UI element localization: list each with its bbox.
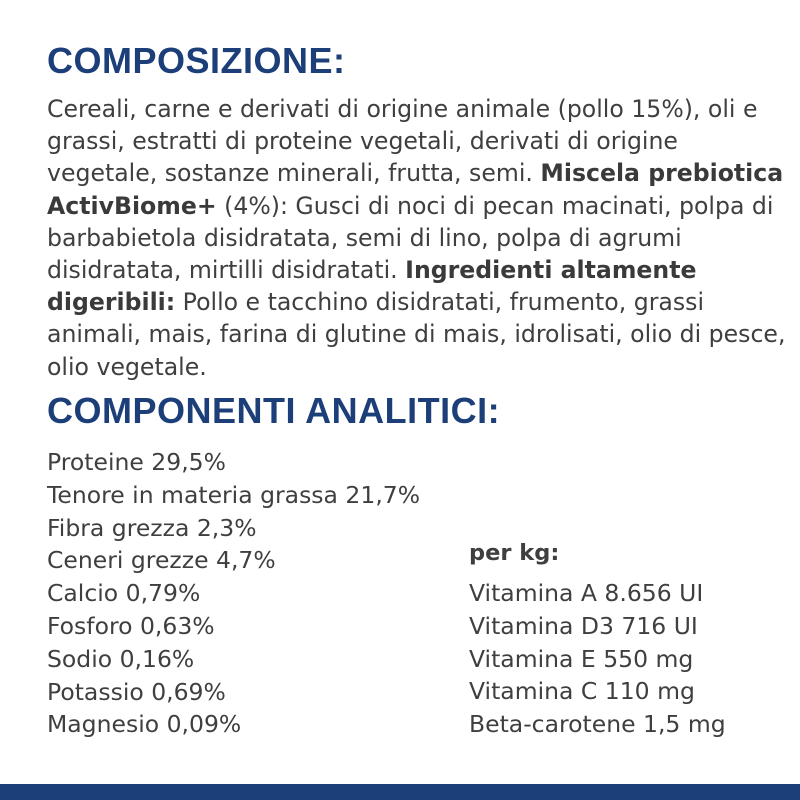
vitamin-item: Vitamina C 110 mg	[469, 677, 695, 706]
vitamin-item: Beta-carotene 1,5 mg	[469, 710, 726, 739]
vitamin-list	[469, 577, 726, 741]
prebiotic-ingredients: (4%): Gusci di noci di pecan macinati, polpa di barbabietola disidratata, semi di lino, polpa di agrumi disidratata, mirtilli disidratati.	[47, 191, 774, 285]
analytical-item: Magnesio 0,09%	[47, 710, 242, 739]
analytical-item: Sodio 0,16%	[47, 644, 195, 673]
analytical-list	[47, 446, 420, 741]
analytical-item: Calcio 0,79%	[47, 579, 201, 608]
analytical-item: Potassio 0,69%	[47, 677, 226, 706]
analytical-item: Fibra grezza 2,3%	[47, 513, 257, 542]
analytical-item: Tenore in materia grassa 21,7%	[47, 480, 421, 509]
footer-bar	[0, 784, 800, 800]
analytical-item: Fosforo 0,63%	[47, 611, 215, 640]
per-kg-label: per kg:	[469, 540, 560, 566]
analytical-item: Ceneri grezze 4,7%	[47, 546, 276, 575]
composition-heading: COMPOSIZIONE:	[47, 40, 346, 81]
vitamin-item: Vitamina A 8.656 UI	[469, 579, 704, 607]
composition-ingredients: Cereali, carne e derivati di origine animale (pollo 15%), oli e grassi, estratti di proteine vegetali, derivati di origine vegetale, sostanze minerali, frutta, semi.	[47, 95, 758, 188]
vitamin-item: Vitamina D3 716 UI	[469, 611, 698, 640]
prebiotic-label: Miscela prebiotica ActivBiome+	[47, 159, 784, 220]
digestible-ingredients: Pollo e tacchino disidratati, frumento, grassi animali, mais, farina di glutine di mais, idrolisati, olio di pesce, olio vegetale.	[47, 288, 786, 381]
digestible-label: Ingredienti altamente digeribili:	[47, 256, 697, 317]
analytical-heading: COMPONENTI ANALITICI:	[47, 390, 501, 431]
vitamin-item: Vitamina E 550 mg	[469, 644, 694, 673]
analytical-item: Proteine 29,5%	[47, 448, 226, 476]
composition-text	[47, 93, 792, 383]
